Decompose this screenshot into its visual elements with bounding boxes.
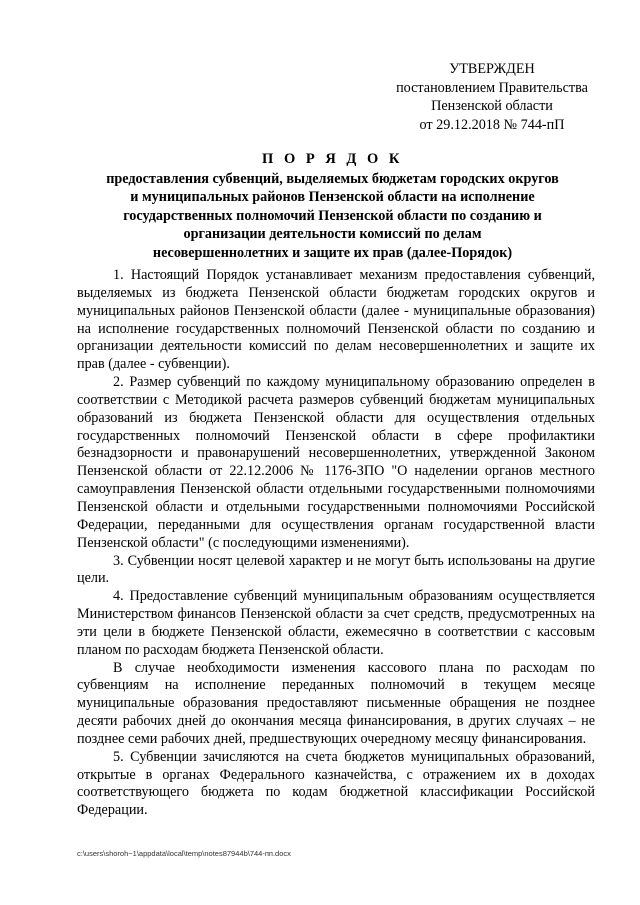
- paragraph-3: 3. Субвенции носят целевой характер и не могут быть использованы на другие цели.: [77, 552, 595, 587]
- document-body: [77, 267, 595, 820]
- paragraph-5: 5. Субвенции зачисляются на счета бюджетов муниципальных образований, открытые в органах Федерального казначейства, с отражением их в доходах соответствующего бюджета по кодам бюджетной классификации Российской Федерации.: [77, 748, 595, 819]
- title-line: и муниципальных районов Пензенской области на исполнение: [130, 189, 535, 206]
- paragraph-4: 4. Предоставление субвенций муниципальным образованиям осуществляется Министерством финансов Пензенской области за счет средств, предусмотренных на эти цели в бюджете Пензенской области, ежемесячно в соответствии с кассовым планом по расходам бюджета Пензенской области.: [77, 588, 595, 658]
- approval-date-number: от 29.12.2018 № 744-пП: [419, 116, 565, 133]
- approval-line: Пензенской области: [431, 98, 553, 114]
- approval-line: постановлением Правительства: [396, 79, 588, 96]
- title-line: государственных полномочий Пензенской области по созданию и: [123, 207, 542, 224]
- title-line: организации деятельности комиссий по делам: [183, 226, 482, 243]
- title-word: П О Р Я Д О К: [262, 151, 403, 167]
- paragraph-2: 2. Размер субвенций по каждому муниципальному образованию определен в соответствии с Методикой расчета размеров субвенций бюджетам муниципальных образований из бюджета Пензенской области для осуществления отдельных государственных полномочий Пензенской области в сфере профилактики безнадзорности и правонарушений несовершеннолетних, утвержденной Законом Пензенской области от 22.12.2006 № 1176-ЗПО "О наделении органов местного самоуправления Пензенской области отдельными государственными полномочиями Пензенской области и отдельными государственными полномочиями Российской Федерации, переданными для осуществления органам государственной власти Пензенской области" (с последующими изменениями).: [77, 374, 595, 551]
- paragraph-4-continuation: В случае необходимости изменения кассового плана по расходам по субвенциям на исполнение переданных полномочий в текущем месяце муниципальные образования предоставляют письменные обращения не позднее десяти рабочих дней до окончания месяца финансирования, в других случаях – не позднее семи рабочих дней, предшествующих очередному месяцу финансирования.: [77, 659, 595, 747]
- paragraph-1: 1. Настоящий Порядок устанавливает механизм предоставления субвенций, выделяемых из бюджета Пензенской области бюджетам городских округов и муниципальных районов Пензенской области (далее - муниципальные образования) на исполнение государственных полномочий Пензенской области по созданию и организации деятельности комиссий по делам несовершеннолетних и защите их прав (далее - субвенции).: [77, 267, 595, 373]
- document-title: [70, 150, 595, 263]
- title-line: предоставления субвенций, выделяемых бюджетам городских округов: [106, 170, 559, 187]
- title-line: несовершеннолетних и защите их прав (далее-Порядок): [152, 244, 513, 261]
- approval-stamp: [370, 60, 614, 134]
- file-path-footer: c:\users\shoroh~1\appdata\local\temp\notes87944b\744-пп.docx: [77, 849, 291, 858]
- approval-heading: УТВЕРЖДЕН: [449, 61, 535, 77]
